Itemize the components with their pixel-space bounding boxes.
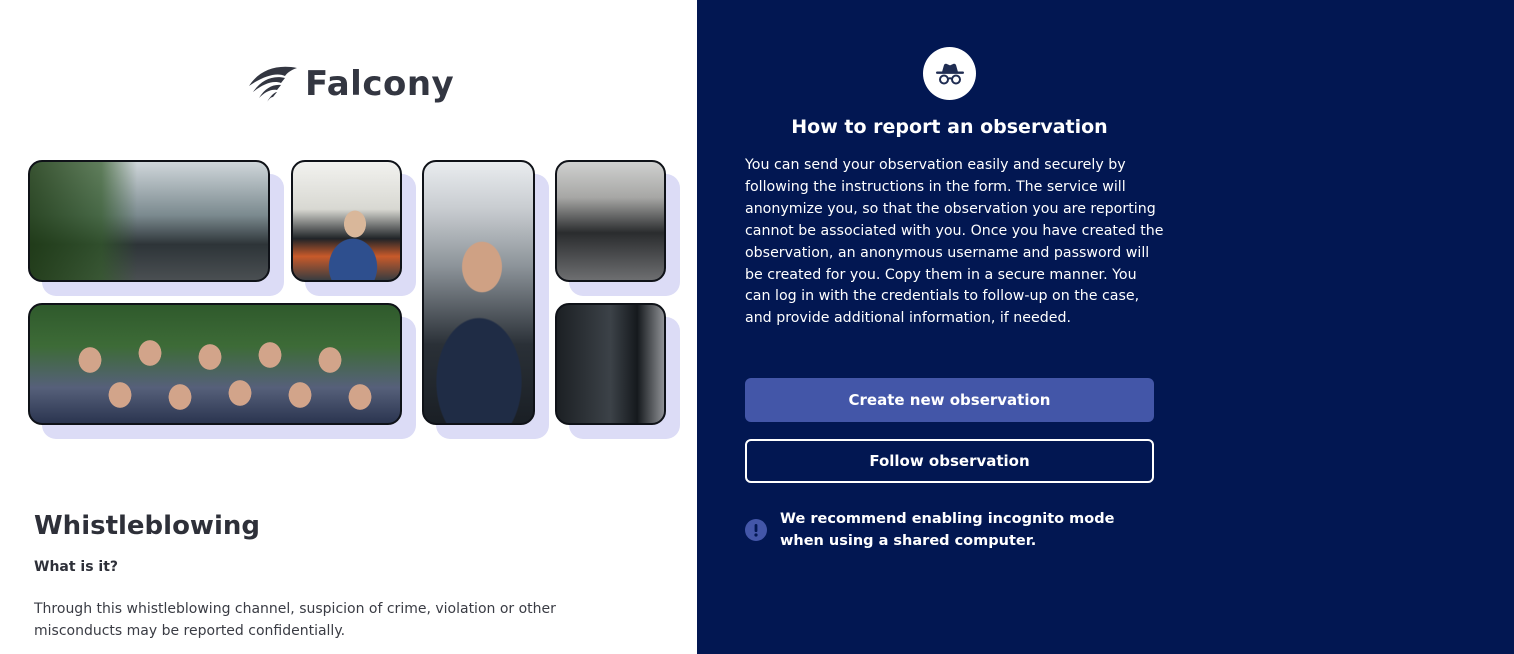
- incognito-notice: [745, 508, 1140, 552]
- intro-body: Through this whistleblowing channel, suspicion of crime, violation or other misconducts may be reported confidentially.: [34, 601, 556, 639]
- brand-logo: [247, 64, 454, 104]
- collage-photo-team-group: [28, 303, 402, 425]
- incognito-icon: [935, 63, 965, 85]
- intro-title: Whistleblowing: [34, 511, 260, 541]
- collage-photo-man-at-computer: [422, 160, 535, 425]
- collage-photo-office-monitors: [555, 160, 666, 282]
- brand-name: Falcony: [305, 64, 455, 104]
- create-observation-button[interactable]: Create new observation: [745, 378, 1154, 422]
- notice-text: We recommend enabling incognito mode when using a shared computer.: [780, 511, 1115, 549]
- intro-panel: [0, 0, 697, 654]
- incognito-badge: [923, 47, 976, 100]
- collage-photo-office-plants: [28, 160, 270, 282]
- collage-photo-woman-at-desk: [291, 160, 402, 282]
- report-instructions: You can send your observation easily and securely by following the instructions in the form. The service will anonymize you, so that the observation you are reporting cannot be associated with you. Once you have created the observation, an anonymous username and password will be created for you. Copy them in a secure manner. You can log in with the credentials to follow-up on the case, and provide additional information, if needed.: [745, 157, 1164, 327]
- exclamation-circle-icon: [745, 519, 767, 541]
- collage-photo-office-workstations: [555, 303, 666, 425]
- report-title: How to report an observation: [791, 116, 1108, 138]
- intro-subtitle: What is it?: [34, 559, 119, 575]
- follow-observation-button[interactable]: Follow observation: [745, 439, 1154, 483]
- falcon-logo-icon: [247, 64, 299, 104]
